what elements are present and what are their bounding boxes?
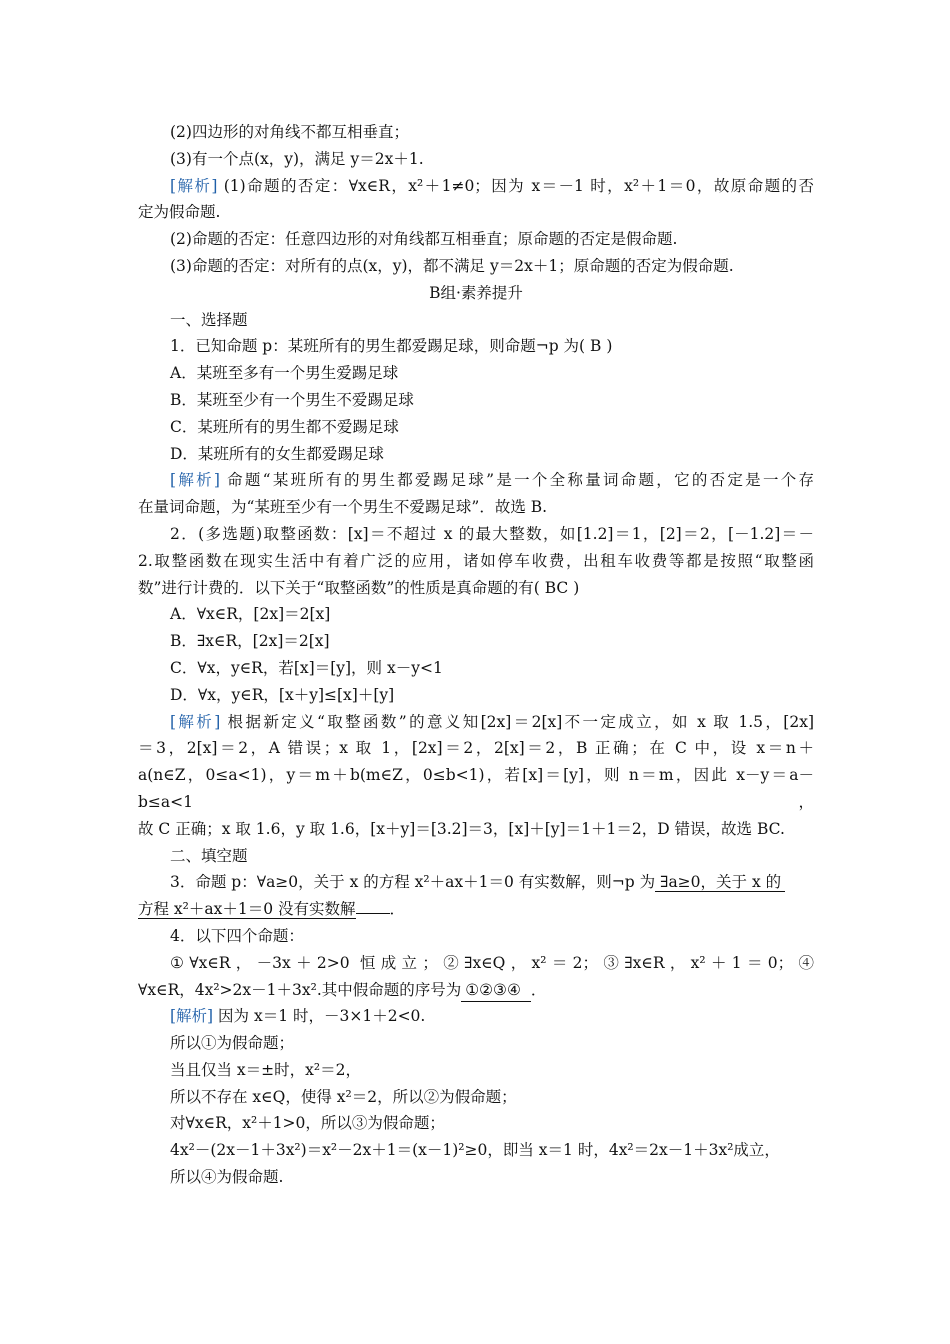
text-span: 根据新定义“取整函数”的意义知[2x]＝2[x]不一定成立，如 x 取 1.5，[2x] <box>220 712 814 731</box>
text-line: 2.取整函数在现实生活中有着广泛的应用，诸如停车收费，出租车收费等都是按照“取整函 <box>138 551 814 570</box>
text-span: ． <box>389 900 406 919</box>
text-line <box>138 977 814 1004</box>
analysis-paragraph <box>138 467 814 494</box>
answer-underline: ∃a≥0，关于 x 的 <box>655 873 785 892</box>
question-stem: 2．(多选题)取整函数：[x]＝不超过 x 的最大整数，如[1.2]＝1，[2]＝2，[－1.2]＝－ <box>170 524 814 543</box>
analysis-paragraph <box>138 173 814 200</box>
text-line: (2)命题的否定：任意四边形的对角线都互相垂直；原命题的否定是假命题. <box>170 230 678 249</box>
analysis-tag: [解析] <box>170 1007 214 1026</box>
document-body <box>138 119 814 1191</box>
subsection-heading: 二、填空题 <box>170 846 248 865</box>
text-line <box>138 896 814 923</box>
text-span: 3．命题 p：∀a≥0，关于 x 的方程 x²＋ax＋1＝0 有实数解，则¬p 为 <box>170 873 656 892</box>
question-stem: 4．以下四个命题： <box>170 926 304 945</box>
analysis-tag: [解析] <box>170 712 221 731</box>
analysis-paragraph <box>138 1003 814 1030</box>
text-line: (2)四边形的对角线不都互相垂直； <box>170 123 409 141</box>
answer-underline: 方程 x²＋ax＋1＝0 没有实数解 <box>138 900 356 919</box>
analysis-paragraph <box>138 709 814 736</box>
analysis-tag: [解析] <box>170 176 218 195</box>
analysis-tag: [解析] <box>170 471 220 490</box>
text-line: 数”进行计费的．以下关于“取整函数”的性质是真命题的有( BC ) <box>138 578 580 597</box>
text-span: (1)命题的否定：∀x∈R，x²＋1≠0；因为 x＝－1 时，x²＋1＝0，故原命题的否 <box>217 176 814 195</box>
text-line: 对∀x∈R，x²＋1>0，所以③为假命题； <box>170 1114 445 1133</box>
text-line: 所以④为假命题. <box>170 1168 284 1187</box>
text-line: 所以不存在 x∈Q，使得 x²＝2，所以②为假命题； <box>170 1087 517 1106</box>
option-d: D．∀x，y∈R，[x＋y]≤[x]＋[y] <box>170 685 395 704</box>
text-line: 故 C 正确；x 取 1.6，y 取 1.6，[x＋y]＝[3.2]＝3，[x]＋[y]＝1＋1＝2，D 错误，故选 BC. <box>138 819 785 838</box>
option-a: A．∀x∈R，[2x]＝2[x] <box>170 605 331 624</box>
option-c: C．某班所有的男生都不爱踢足球 <box>170 417 399 436</box>
option-b: B．某班至少有一个男生不爱踢足球 <box>170 390 414 409</box>
text-line: (3)有一个点(x，y)，满足 y＝2x＋1. <box>170 149 424 168</box>
text-line: a(n∈Z，0≤a<1)，y＝m＋b(m∈Z，0≤b<1)，若[x]＝[y]，则 n＝m，因此 x－y＝a－b≤a<1， <box>138 766 814 811</box>
text-span: 命题“某班所有的男生都爱踢足球”是一个全称量词命题，它的否定是一个存 <box>219 471 814 490</box>
text-line: (3)命题的否定：对所有的点(x，y)，都不满足 y＝2x＋1；原命题的否定为假命题. <box>170 256 734 275</box>
text-line: 4x²－(2x－1＋3x²)＝x²－2x＋1＝(x－1)²≥0，即当 x＝1 时，4x²＝2x－1＋3x²成立， <box>170 1141 780 1160</box>
question-stem: 1．已知命题 p：某班所有的男生都爱踢足球，则命题¬p 为( B ) <box>170 337 613 356</box>
question-stem <box>138 869 814 896</box>
answer-underline: ①②③④ <box>461 979 531 1002</box>
subsection-heading: 一、选择题 <box>170 310 248 329</box>
answer-blank <box>356 913 390 914</box>
text-line: 定为假命题. <box>138 203 221 222</box>
option-c: C．∀x，y∈R，若[x]＝[y]，则 x－y<1 <box>170 658 443 677</box>
text-span: ． <box>530 980 547 999</box>
section-heading: B组·素养提升 <box>429 283 523 302</box>
text-span: 因为 x＝1 时，－3×1＋2<0. <box>213 1007 426 1026</box>
option-b: B．∃x∈R，[2x]＝2[x] <box>170 632 330 651</box>
text-line: ①∀x∈R，－3x＋2>0 恒成立；②∃x∈Q，x²＝2；③∃x∈R，x²＋1＝0；④ <box>170 953 814 972</box>
option-d: D．某班所有的女生都爱踢足球 <box>170 444 384 463</box>
text-span: ∀x∈R，4x²>2x－1＋3x².其中假命题的序号为 <box>138 980 462 999</box>
text-line: 当且仅当 x＝±时，x²＝2， <box>170 1060 361 1079</box>
option-a: A．某班至多有一个男生爱踢足球 <box>170 364 399 383</box>
text-line: 在量词命题，为“某班至少有一个男生不爱踢足球”．故选 B. <box>138 498 548 517</box>
text-line: ＝3，2[x]＝2，A 错误；x 取 1，[2x]＝2，2[x]＝2，B 正确；在 C 中，设 x＝n＋ <box>138 739 814 758</box>
text-line: 所以①为假命题； <box>170 1034 295 1053</box>
